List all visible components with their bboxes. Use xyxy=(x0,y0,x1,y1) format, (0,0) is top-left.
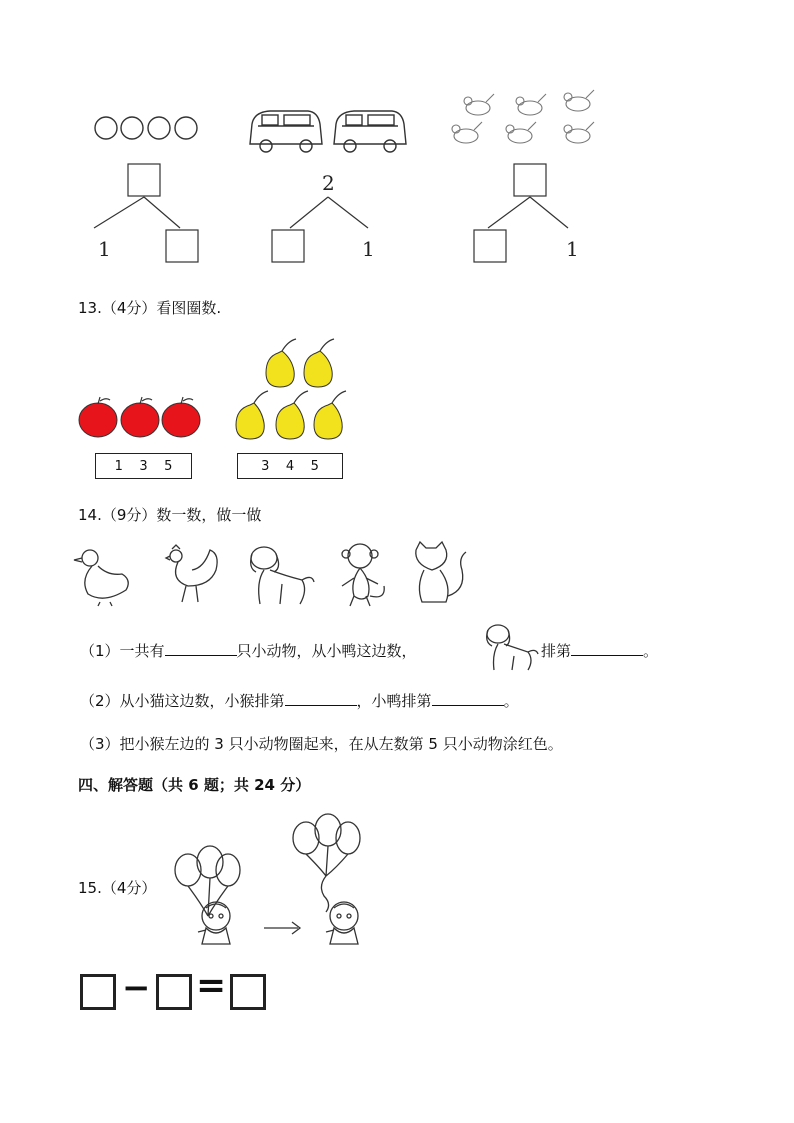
car-icon xyxy=(334,111,406,152)
balloon-icon xyxy=(293,814,360,912)
balloon-figure xyxy=(160,812,370,952)
rooster-icon xyxy=(166,545,217,602)
pear-icon xyxy=(276,403,304,439)
equation-box-3[interactable] xyxy=(230,974,266,1010)
pear-icon xyxy=(236,403,264,439)
question-13-title: 13.（4分）看图圈数. xyxy=(78,299,222,317)
car-icon xyxy=(250,111,322,152)
tree-2-right-number: 1 xyxy=(362,237,375,261)
animals-figure xyxy=(70,540,490,610)
four-circles xyxy=(95,117,197,139)
equation-box-1[interactable] xyxy=(80,974,116,1010)
tree-3 xyxy=(474,164,568,262)
pear-numbers: 3 4 5 xyxy=(261,458,319,474)
pear-icon xyxy=(314,403,342,439)
question-15-title: 15.（4分） xyxy=(78,879,157,897)
dog-icon xyxy=(482,620,540,674)
duck-icon xyxy=(74,550,128,606)
dog-icon xyxy=(251,547,314,604)
fruit-figure xyxy=(70,335,370,445)
apple-icon xyxy=(162,397,200,437)
apple-numbers: 1 3 5 xyxy=(114,458,173,474)
tree-2-top-number: 2 xyxy=(322,171,335,195)
question-14-line-1: （1）一共有 只小动物，从小鸭这边数， xyxy=(80,642,417,660)
apple-icon xyxy=(79,397,117,437)
answer-blank-3[interactable] xyxy=(285,691,357,706)
pear-icon xyxy=(304,351,332,387)
question-14-line-3: （3）把小猴左边的 3 只小动物圈起来，在从左数第 5 只小动物涂红色。 xyxy=(80,735,563,753)
answer-blank-2[interactable] xyxy=(571,641,643,656)
apple-number-box xyxy=(95,453,192,479)
question-14-title: 14.（9分）数一数，做一做 xyxy=(78,506,262,524)
equals-sign: = xyxy=(196,965,227,1006)
question-14-line-2: （2）从小猫这边数，小猴排第 ，小鸭排第 。 xyxy=(80,692,519,710)
minus-sign: − xyxy=(122,968,151,1008)
tree-2 xyxy=(272,197,368,262)
question-14-line-1-end: 排第 。 xyxy=(541,642,659,660)
child-icon xyxy=(326,902,358,944)
arrow-right-icon xyxy=(264,922,300,934)
monkey-icon xyxy=(342,544,384,606)
tree-1-left-number: 1 xyxy=(98,237,111,261)
bird-icon xyxy=(452,90,594,143)
answer-blank-4[interactable] xyxy=(432,691,504,706)
top-figure xyxy=(0,80,794,270)
tree-3-right-number: 1 xyxy=(566,237,579,261)
answer-blank-1[interactable] xyxy=(165,641,237,656)
apple-icon xyxy=(121,397,159,437)
pear-icon xyxy=(266,351,294,387)
equation-box-2[interactable] xyxy=(156,974,192,1010)
section-4-heading: 四、解答题（共 6 题；共 24 分） xyxy=(78,776,311,794)
pear-number-box xyxy=(237,453,343,479)
cat-icon xyxy=(416,542,466,602)
